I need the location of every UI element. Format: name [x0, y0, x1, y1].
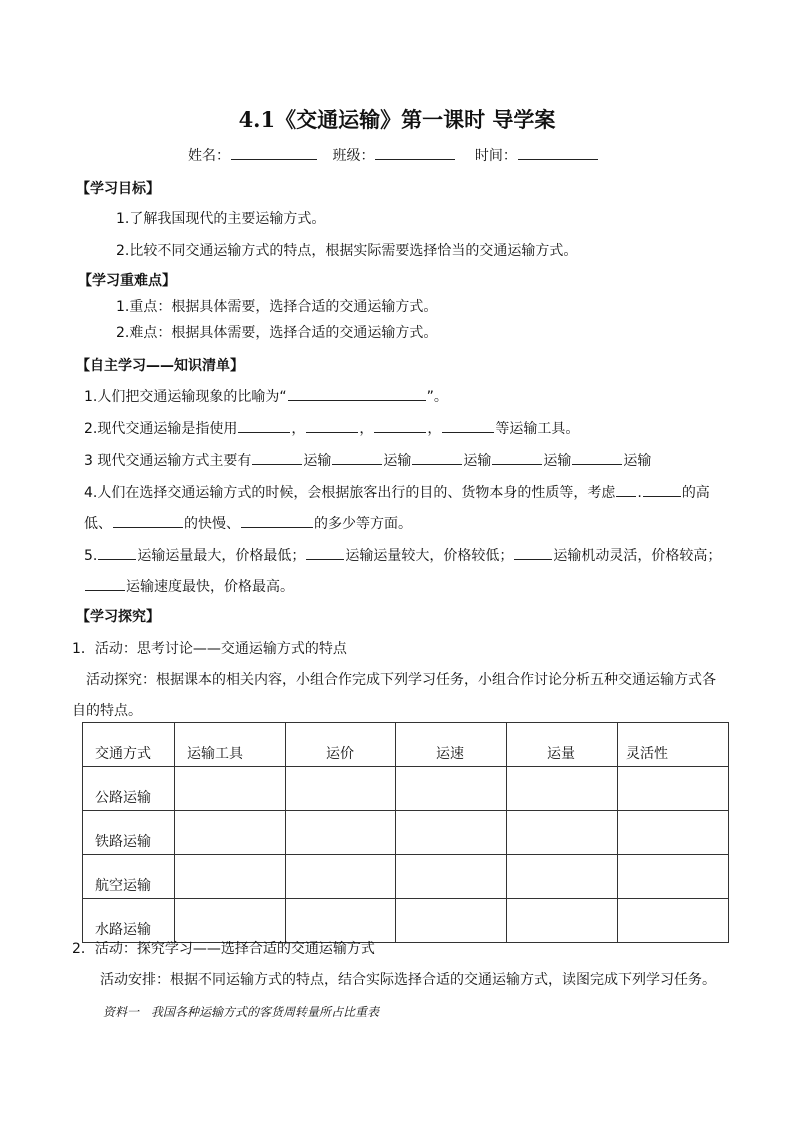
name-blank[interactable] — [231, 145, 317, 160]
q4-dot: . — [637, 485, 642, 501]
q3-blank[interactable] — [252, 450, 302, 465]
time-label: 时间： — [474, 148, 517, 164]
question-4-line-1 — [84, 482, 710, 502]
table-cell[interactable] — [175, 855, 286, 899]
q5-blank[interactable] — [98, 545, 136, 560]
goal-item: 2.比较不同交通运输方式的特点，根据实际需要选择恰当的交通运输方式。 — [116, 243, 578, 259]
table-row-label: 公路运输 — [83, 767, 175, 811]
q4-blank[interactable] — [113, 513, 183, 528]
table-cell[interactable] — [175, 767, 286, 811]
table-cell[interactable] — [175, 811, 286, 855]
q5-number: 5. — [84, 548, 98, 564]
q5-text: 运输速度最快，价格最高。 — [126, 579, 294, 595]
q5-blank[interactable] — [85, 576, 125, 591]
q4-blank[interactable] — [241, 513, 313, 528]
table-header: 运输工具 — [175, 723, 286, 767]
q4-blank[interactable] — [643, 482, 681, 497]
q3-word: 运输 — [543, 453, 572, 469]
transport-comparison-table — [82, 722, 729, 943]
q2-blank[interactable] — [442, 418, 494, 433]
q2-blank[interactable] — [238, 418, 290, 433]
q5-blank[interactable] — [306, 545, 344, 560]
table-cell[interactable] — [618, 811, 729, 855]
q2-end: 等运输工具。 — [495, 421, 580, 437]
q4-blank[interactable] — [616, 482, 636, 497]
q4-text: 低、 — [84, 516, 112, 532]
table-header: 运量 — [507, 723, 618, 767]
class-blank[interactable] — [375, 145, 455, 160]
q5-text: 运输运量最大，价格最低； — [137, 548, 306, 564]
table-row — [83, 811, 729, 855]
self-study-heading: 【自主学习——知识清单】 — [76, 358, 244, 374]
time-blank[interactable] — [518, 145, 598, 160]
student-info-row — [188, 145, 599, 165]
goal-item: 1.了解我国现代的主要运输方式。 — [116, 211, 326, 227]
table-header-row — [83, 723, 729, 767]
table-cell[interactable] — [396, 899, 507, 943]
q4-text: 的多少等方面。 — [314, 516, 412, 532]
table-cell[interactable] — [507, 767, 618, 811]
q2-blank[interactable] — [306, 418, 358, 433]
table-row-label: 航空运输 — [83, 855, 175, 899]
q4-text: 4.人们在选择交通运输方式的时候，会根据旅客出行的目的、货物本身的性质等，考虑 — [84, 485, 616, 501]
table-header: 运速 — [396, 723, 507, 767]
key-point-item: 2.难点：根据具体需要，选择合适的交通运输方式。 — [116, 325, 438, 341]
activity-1-description-cont: 自的特点。 — [72, 703, 142, 719]
q2-sep: ， — [359, 421, 374, 437]
table-cell[interactable] — [286, 767, 396, 811]
question-5-line-2 — [84, 576, 294, 596]
q2-sep: ， — [291, 421, 306, 437]
table-cell[interactable] — [618, 855, 729, 899]
q2-sep: ， — [427, 421, 442, 437]
table-row-label: 铁路运输 — [83, 811, 175, 855]
table-row — [83, 899, 729, 943]
table-header: 交通方式 — [83, 723, 175, 767]
name-label: 姓名： — [188, 148, 230, 164]
class-label: 班级： — [332, 148, 375, 164]
q2-blank[interactable] — [374, 418, 426, 433]
question-3 — [84, 450, 651, 470]
table-row — [83, 767, 729, 811]
table-header: 运价 — [286, 723, 396, 767]
key-points-heading: 【学习重难点】 — [78, 273, 176, 289]
key-point-item: 1.重点：根据具体需要，选择合适的交通运输方式。 — [116, 299, 438, 315]
page-title: 4.1《交通运输》第一课时 导学案 — [238, 107, 556, 132]
question-1 — [84, 386, 448, 406]
q3-blank[interactable] — [332, 450, 382, 465]
table-cell[interactable] — [286, 811, 396, 855]
q2-text: 2.现代交通运输是指使用 — [84, 421, 238, 437]
q3-blank[interactable] — [572, 450, 622, 465]
activity-1-title: 1．活动：思考讨论——交通运输方式的特点 — [72, 641, 347, 657]
q1-text: 1.人们把交通运输现象的比喻为“ — [84, 389, 287, 405]
table-cell[interactable] — [507, 811, 618, 855]
goals-heading: 【学习目标】 — [76, 181, 160, 197]
activity-2-title: 2．活动：探究学习——选择合适的交通运输方式 — [72, 941, 375, 957]
q3-blank[interactable] — [412, 450, 462, 465]
table-cell[interactable] — [396, 811, 507, 855]
table-header: 灵活性 — [618, 723, 729, 767]
question-2 — [84, 418, 579, 438]
q1-end: ”。 — [426, 389, 448, 405]
table-cell[interactable] — [396, 855, 507, 899]
q1-blank[interactable] — [288, 386, 426, 401]
table-cell[interactable] — [286, 855, 396, 899]
table-row-label: 水路运输 — [83, 899, 175, 943]
activity-1-description: 活动探究：根据课本的相关内容，小组合作完成下列学习任务，小组合作讨论分析五种交通运输方式各 — [86, 672, 716, 688]
q4-text: 的快慢、 — [184, 516, 240, 532]
q3-word: 运输 — [463, 453, 492, 469]
q4-tail: 的高 — [681, 485, 710, 501]
q3-word: 运输 — [383, 453, 412, 469]
q3-word: 运输 — [303, 453, 332, 469]
table-cell[interactable] — [618, 899, 729, 943]
q3-word: 运输 — [623, 453, 652, 469]
material-caption: 资料一 我国各种运输方式的客货周转量所占比重表 — [103, 1005, 380, 1019]
q5-text: 运输机动灵活，价格较高； — [553, 548, 722, 564]
table-cell[interactable] — [396, 767, 507, 811]
question-5-line-1 — [84, 545, 721, 565]
q5-blank[interactable] — [514, 545, 552, 560]
table-cell[interactable] — [175, 899, 286, 943]
table-cell[interactable] — [507, 855, 618, 899]
table-row — [83, 855, 729, 899]
question-4-line-2 — [84, 513, 412, 533]
q5-text: 运输运量较大，价格较低； — [345, 548, 514, 564]
table-cell[interactable] — [618, 767, 729, 811]
table-cell[interactable] — [286, 899, 396, 943]
table-cell[interactable] — [507, 899, 618, 943]
q3-blank[interactable] — [492, 450, 542, 465]
q3-text: 3 现代交通运输方式主要有 — [84, 453, 252, 469]
activity-2-description: 活动安排：根据不同运输方式的特点，结合实际选择合适的交通运输方式，读图完成下列学习任务。 — [100, 972, 716, 988]
explore-heading: 【学习探究】 — [76, 609, 160, 625]
